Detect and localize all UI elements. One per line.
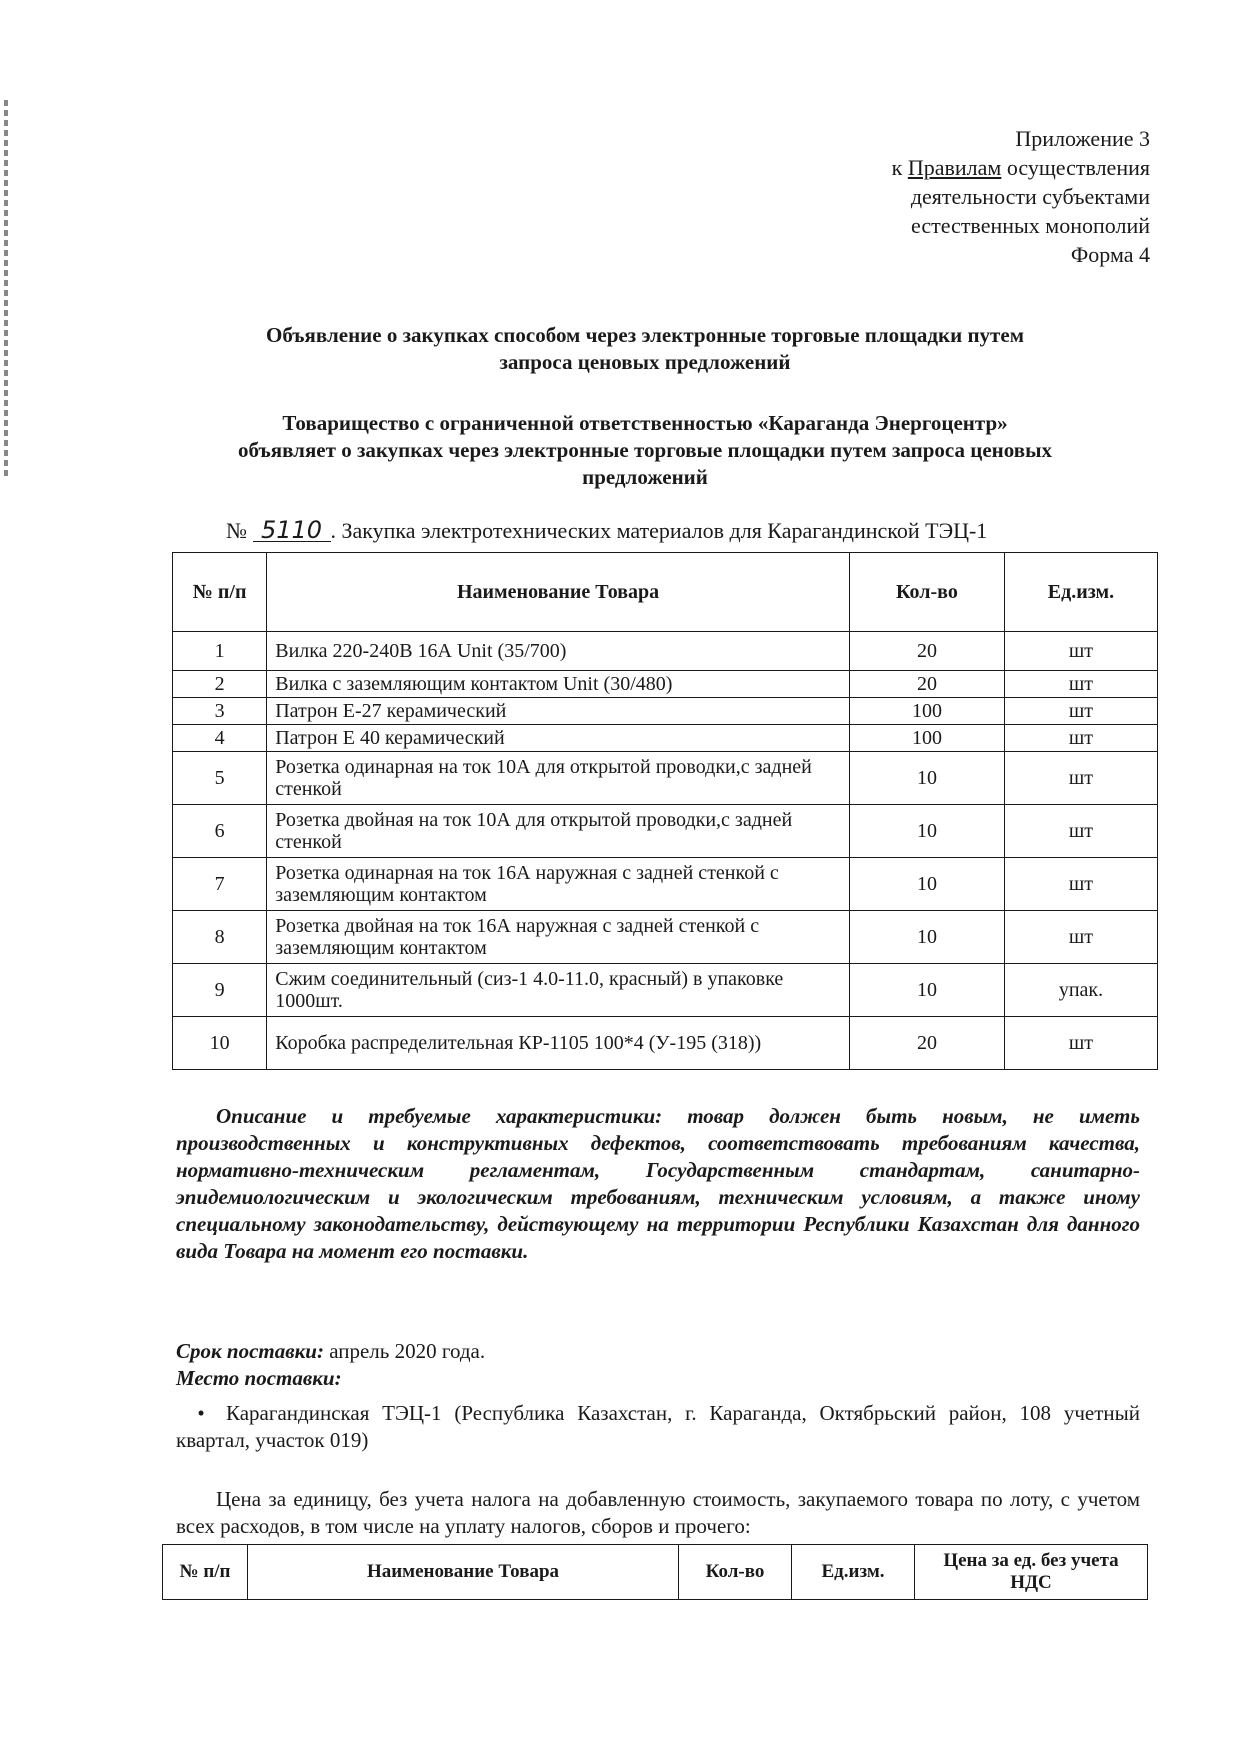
announcement-title-line-2: запроса ценовых предложений bbox=[499, 350, 791, 374]
appendix-line-1: Приложение 3 bbox=[1015, 126, 1150, 151]
price-table-header-row bbox=[163, 1545, 1148, 1600]
delivery-term-value: апрель 2020 года. bbox=[323, 1339, 486, 1363]
row-unit: шт bbox=[1004, 698, 1157, 725]
price-header-number: № п/п bbox=[163, 1545, 248, 1600]
scan-edge-marks bbox=[4, 100, 8, 480]
row-number: 8 bbox=[173, 911, 267, 964]
row-number: 3 bbox=[173, 698, 267, 725]
lot-number-handwritten: 5110 bbox=[253, 519, 331, 542]
company-announcement-line-3: предложений bbox=[582, 465, 708, 489]
description-paragraph: Описание и требуемые характеристики: товар должен быть новым, не иметь производственных и конструктивных дефектов, соответствовать требованиям качества, нормативно-техническим регламентам, Государственным стандартам, санитарно-эпидемиологическим и экологическим требованиям, техническим условиям, а также иному специальному законодательству, действующему на территории Республики Казахстан для данного вида Товара на момент его поставки. bbox=[176, 1104, 1140, 1263]
price-header-name: Наименование Товара bbox=[248, 1545, 679, 1600]
table-row bbox=[173, 858, 1158, 911]
announcement-title bbox=[170, 322, 1120, 376]
row-number: 7 bbox=[173, 858, 267, 911]
delivery-place bbox=[176, 1400, 1140, 1454]
price-table bbox=[162, 1544, 1148, 1600]
table-row bbox=[173, 671, 1158, 698]
row-name: Патрон Е 40 керамический bbox=[267, 725, 850, 752]
row-number: 2 bbox=[173, 671, 267, 698]
row-unit: шт bbox=[1004, 911, 1157, 964]
row-quantity: 10 bbox=[849, 858, 1004, 911]
appendix-line-3: деятельности субъектами bbox=[910, 184, 1150, 209]
row-quantity: 100 bbox=[849, 698, 1004, 725]
row-quantity: 20 bbox=[849, 671, 1004, 698]
price-header-unit-price: Цена за ед. без учета НДС bbox=[915, 1545, 1148, 1600]
company-announcement bbox=[170, 410, 1120, 491]
row-number: 4 bbox=[173, 725, 267, 752]
row-name: Коробка распределительная КР-1105 100*4 (У-195 (318)) bbox=[267, 1017, 850, 1070]
row-name: Патрон Е-27 керамический bbox=[267, 698, 850, 725]
row-name: Вилка с заземляющим контактом Unit (30/480) bbox=[267, 671, 850, 698]
announcement-title-line-1: Объявление о закупках способом через электронные торговые площадки путем bbox=[266, 323, 1024, 347]
delivery-section bbox=[176, 1338, 1140, 1454]
company-announcement-line-1: Товарищество с ограниченной ответственностью «Караганда Энергоцентр» bbox=[282, 411, 1008, 435]
row-name: Розетка одинарная на ток 10А для открытой проводки,с задней стенкой bbox=[267, 752, 850, 805]
header-number: № п/п bbox=[173, 553, 267, 632]
table-row bbox=[173, 1017, 1158, 1070]
lot-heading bbox=[226, 518, 987, 544]
appendix-line-2-post: осуществления bbox=[1001, 155, 1150, 180]
table-row bbox=[173, 725, 1158, 752]
table-row bbox=[173, 632, 1158, 671]
rules-link: Правилам bbox=[907, 155, 1002, 180]
row-quantity: 100 bbox=[849, 725, 1004, 752]
appendix-line-2-pre: к bbox=[891, 155, 908, 180]
delivery-place-value: Карагандинская ТЭЦ-1 (Республика Казахстан, г. Караганда, Октябрьский район, 108 учетный квартал, участок 019) bbox=[176, 1401, 1140, 1452]
row-quantity: 10 bbox=[849, 805, 1004, 858]
row-unit: шт bbox=[1004, 1017, 1157, 1070]
lot-description: . Закупка электротехнических материалов для Карагандинской ТЭЦ-1 bbox=[330, 518, 988, 543]
row-quantity: 20 bbox=[849, 1017, 1004, 1070]
delivery-term-label: Срок поставки: bbox=[176, 1339, 324, 1363]
delivery-place-label: Место поставки: bbox=[176, 1366, 342, 1390]
bullet-icon: • bbox=[197, 1401, 205, 1425]
price-header-unit: Ед.изм. bbox=[792, 1545, 915, 1600]
row-number: 1 bbox=[173, 632, 267, 671]
delivery-term bbox=[176, 1338, 1140, 1365]
row-name: Розетка одинарная на ток 16А наружная с задней стенкой с заземляющим контактом bbox=[267, 858, 850, 911]
table-row bbox=[173, 698, 1158, 725]
row-name: Розетка двойная на ток 10А для открытой проводки,с задней стенкой bbox=[267, 805, 850, 858]
row-quantity: 10 bbox=[849, 964, 1004, 1017]
table-row bbox=[173, 805, 1158, 858]
row-name: Розетка двойная на ток 16А наружная с задней стенкой с заземляющим контактом bbox=[267, 911, 850, 964]
row-number: 5 bbox=[173, 752, 267, 805]
row-unit: шт bbox=[1004, 805, 1157, 858]
header-unit: Ед.изм. bbox=[1004, 553, 1157, 632]
header-quantity: Кол-во bbox=[849, 553, 1004, 632]
appendix-line-4: естественных монополий bbox=[911, 213, 1150, 238]
row-number: 10 bbox=[173, 1017, 267, 1070]
table-row bbox=[173, 752, 1158, 805]
row-unit: шт bbox=[1004, 671, 1157, 698]
row-quantity: 10 bbox=[849, 911, 1004, 964]
lot-number-sign: № bbox=[226, 518, 247, 543]
company-announcement-line-2: объявляет о закупках через электронные торговые площадки путем запроса ценовых bbox=[238, 438, 1052, 462]
row-unit: шт bbox=[1004, 725, 1157, 752]
price-header-quantity: Кол-во bbox=[679, 1545, 792, 1600]
row-unit: шт bbox=[1004, 858, 1157, 911]
appendix-line-2 bbox=[892, 153, 1150, 182]
row-name: Вилка 220-240В 16А Unit (35/700) bbox=[267, 632, 850, 671]
row-number: 6 bbox=[173, 805, 267, 858]
row-quantity: 10 bbox=[849, 752, 1004, 805]
items-table bbox=[172, 552, 1158, 1070]
row-unit: шт bbox=[1004, 632, 1157, 671]
price-paragraph: Цена за единицу, без учета налога на добавленную стоимость, закупаемого товара по лоту, с учетом всех расходов, в том числе на уплату налогов, сборов и прочего: bbox=[176, 1487, 1140, 1538]
table-row bbox=[173, 911, 1158, 964]
table-row bbox=[173, 964, 1158, 1017]
appendix-form-number: Форма 4 bbox=[1070, 242, 1150, 267]
row-unit: упак. bbox=[1004, 964, 1157, 1017]
items-table-header-row bbox=[173, 553, 1158, 632]
header-name: Наименование Товара bbox=[267, 553, 850, 632]
appendix-reference bbox=[892, 124, 1150, 269]
row-name: Сжим соединительный (сиз-1 4.0-11.0, красный) в упаковке 1000шт. bbox=[267, 964, 850, 1017]
row-quantity: 20 bbox=[849, 632, 1004, 671]
row-unit: шт bbox=[1004, 752, 1157, 805]
row-number: 9 bbox=[173, 964, 267, 1017]
